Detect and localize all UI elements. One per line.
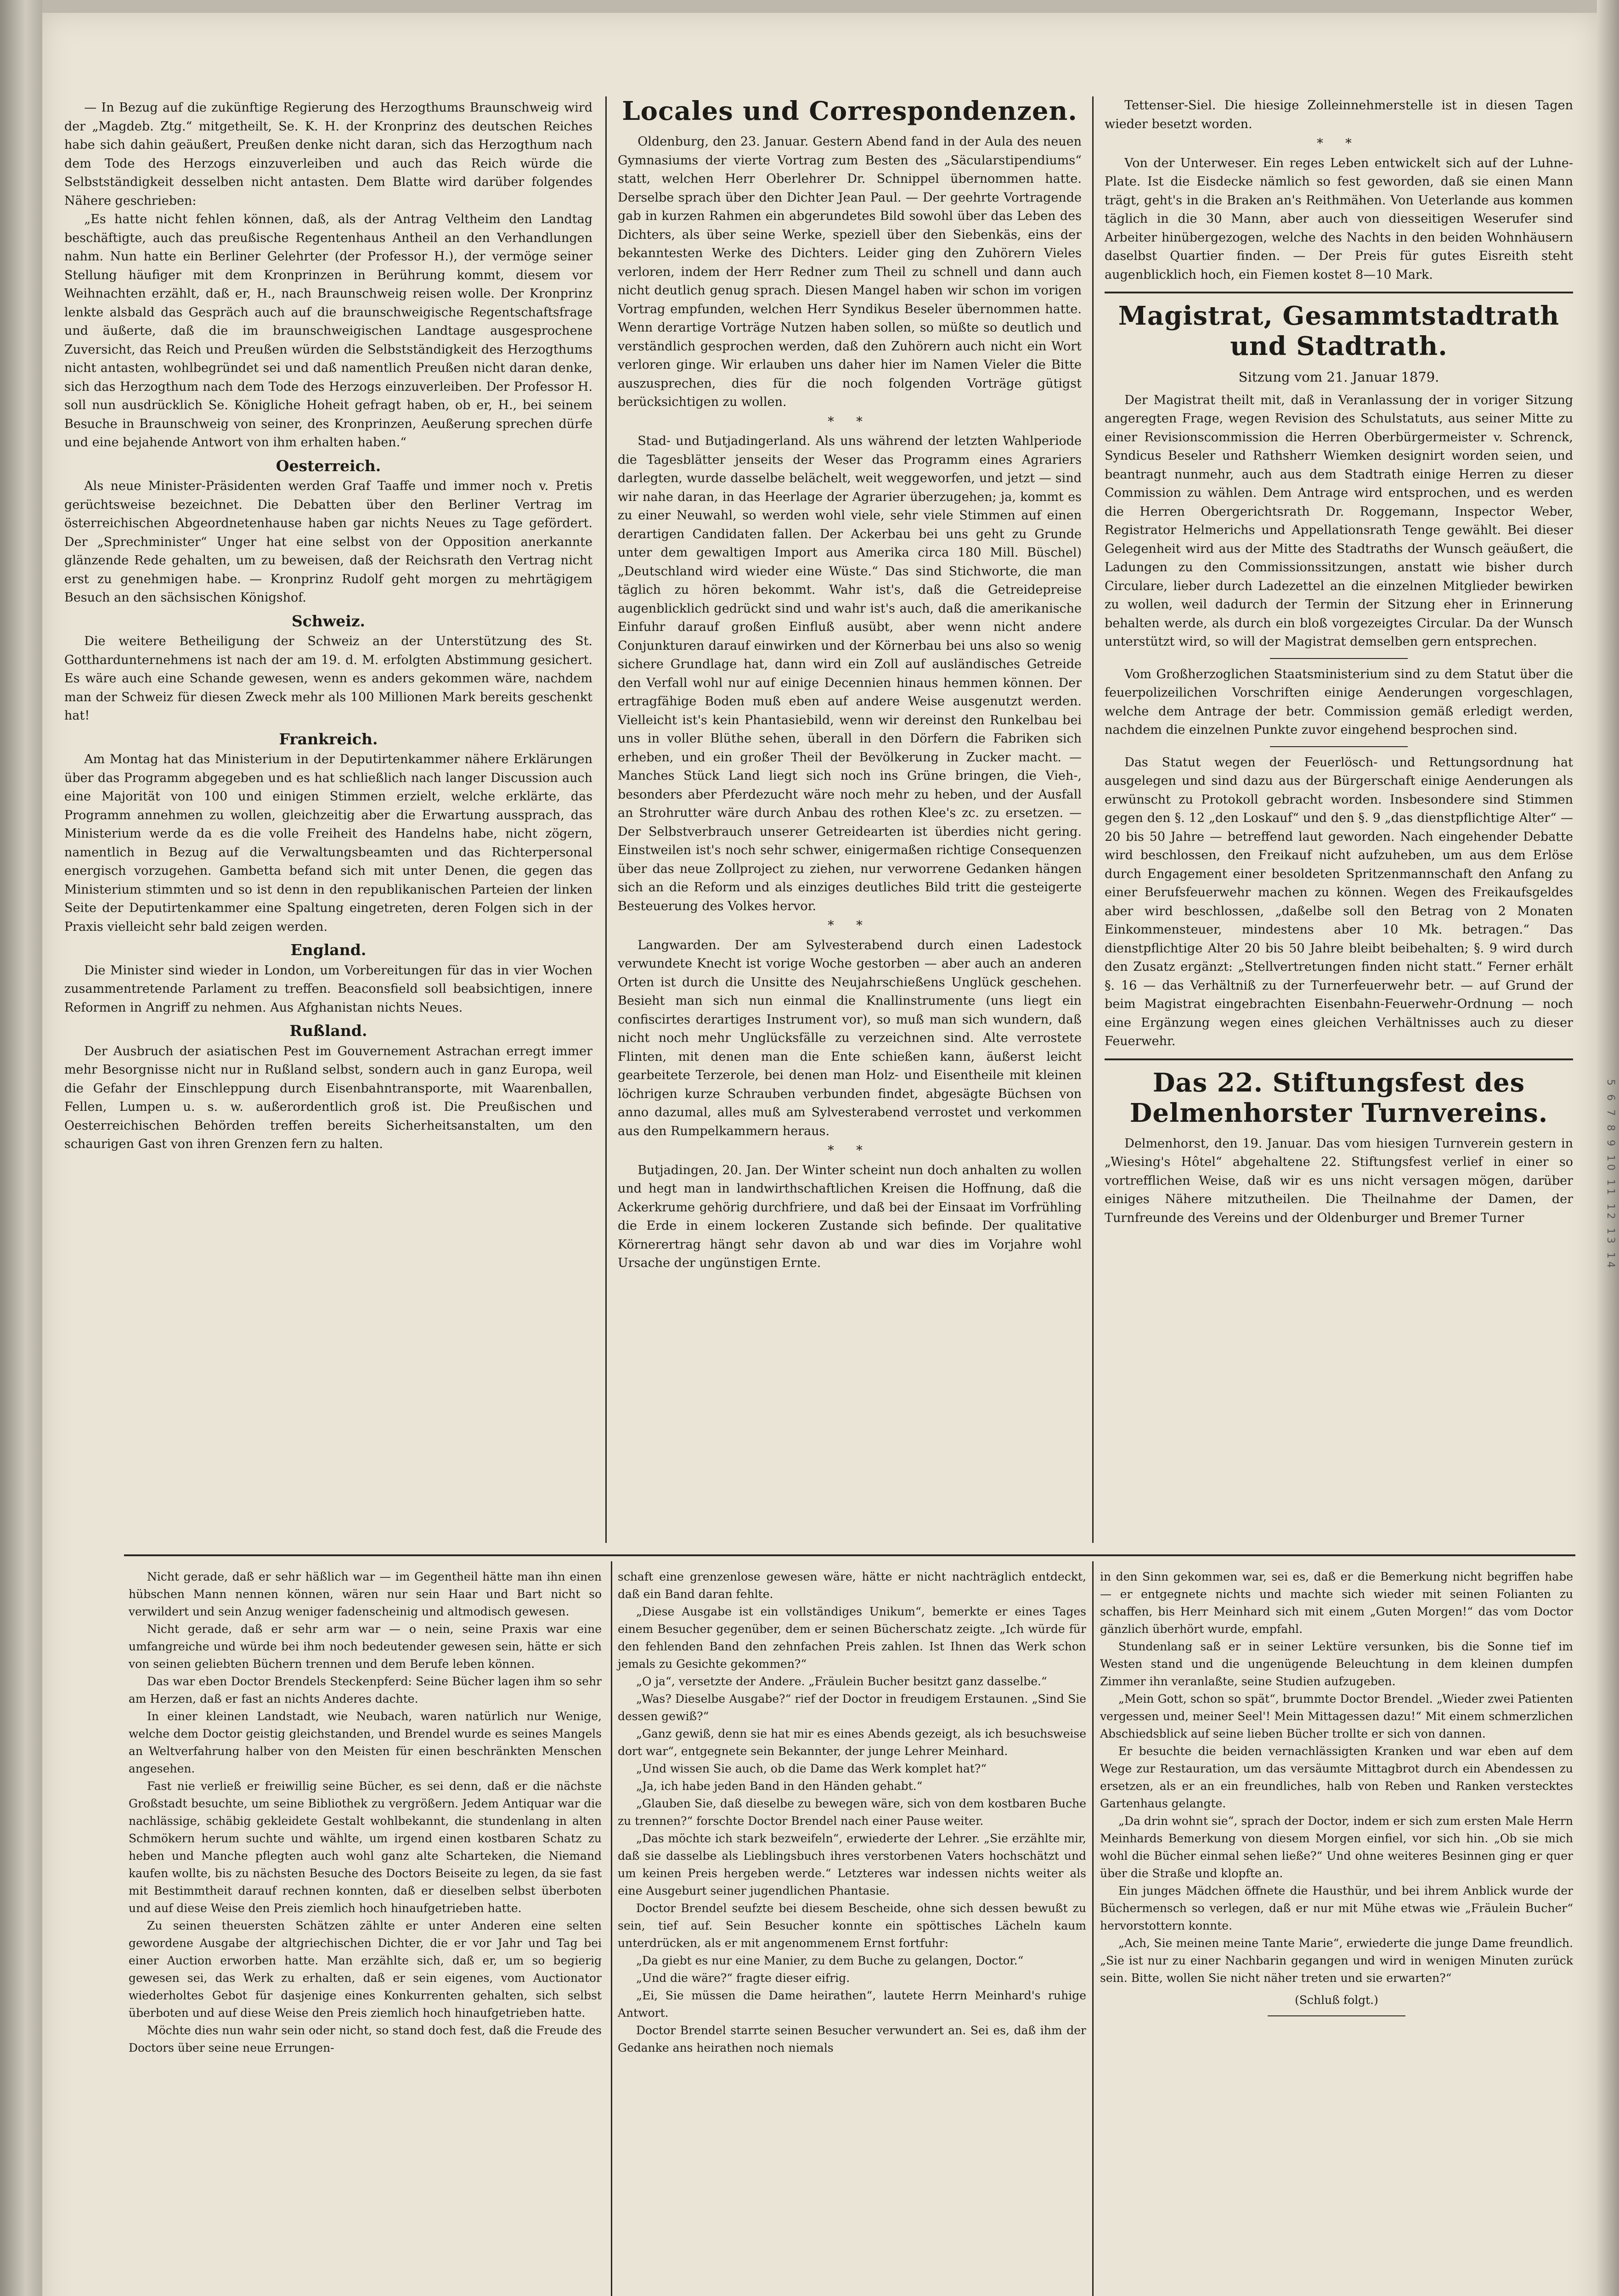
article-langwarden: Langwarden. Der am Sylvesterabend durch einen Ladestock verwundete Knecht ist vorige Woche gestorben — aber auch an anderen Orten ist durch die Unsitte des Neujahrschießens Unglück geschehen. Besieht man sich nun einmal die Knallinstrumente (uns liegt ein confiscirtes derartiges Instrument vor), so muß man sich wundern, daß nicht noch mehr Unglücksfälle zu verzeichnen sind. Alte verrostete Flinten, mit denen man die Ente schießen kann, äußerst leicht gearbeitete Terzerole, bei denen man Holz- und Eisentheile mit kleinen löchrigen kurze Schrauben verbunden findet, abgesägte Büchsen von anno dazumal, alles muß am Sylvesterabend verrostet und verkommen aus den Rumpelkammern heraus. [618,938,1082,1138]
column-divider-2 [1092,96,1094,1543]
feuilleton-paragraph: „Mein Gott, schon so spät“, brummte Doctor Brendel. „Wieder zwei Patienten vergessen und, meiner Seel'! Mein Mittagessen dazu!“ Mit einem schmerzlichen Abschiedsblick auf seine lieben Bücher trollte er sich von dannen. [1100,1692,1573,1740]
heading-russland: Rußland. [289,1022,367,1040]
feuilleton-paragraph: Er besuchte die beiden vernachlässigten Kranken und war eben auf dem Wege zur Restauration, um das versäumte Mittagbrot durch ein Abendessen zu ersetzen, als er an ein freundliches, halb von Reben und Ranken verstecktes Gartenhaus gelangte. [1100,1745,1573,1810]
feuilleton-paragraph: Möchte dies nun wahr sein oder nicht, so stand doch fest, daß die Freude des Doctors über seine neue Errungen- [129,2024,602,2054]
feuilleton-paragraph: „O ja“, versetzte der Andere. „Fräulein Bucher besitzt ganz dasselbe.“ [636,1675,1047,1688]
article-delmenhorst: Delmenhorst, den 19. Januar. Das vom hiesigen Turnverein gestern in „Wiesing's Hôtel“ abgehaltene 22. Stiftungsfest verlief in einer so vortrefflichen Weise, daß wir es uns nicht versagen mögen, darüber einiges Nähere mitzutheilen. Die Theilnahme der Damen, der Turnfreunde des Vereins und der Oldenburger und Bremer Turner [1105,1136,1573,1225]
feuilleton-paragraph: Doctor Brendel starrte seinen Besucher verwundert an. Sei es, daß ihm der Gedanke ans heirathen noch niemals [618,2024,1086,2054]
section-title-turnverein: Das 22. Stiftungsfest des Delmenhorster Turnvereins. [1129,1067,1548,1128]
margin-scale: 5 6 7 8 9 10 11 12 13 14 [1605,1079,1616,1271]
feuilleton-paragraph: „Und wissen Sie auch, ob die Dame das Werk komplet hat?“ [636,1762,987,1775]
article-stad-butjadingerland: Stad- und Butjadingerland. Als uns während der letzten Wahlperiode die Tagesblätter jenseits der Weser das Programm eines Agrariers darlegten, wurde dasselbe belächelt, weit weggeworfen, und jetzt — sind wir nahe daran, in das Heerlage der Agrarier überzugehen; ja, kommt es zu einer Neuwahl, so werden wohl viele, sehr viele Stimmen auf einen derartigen Candidaten fallen. Der Ackerbau bei uns geht zu Grunde unter dem gewaltigen Import aus Amerika circa 180 Mill. Büschel) „Deutschland wird wieder eine Wüste.“ Das sind Stichworte, die man täglich zu hören bekommt. Wahr ist's, daß die Getreidepreise augenblicklich gedrückt sind und wahr ist's auch, daß die amerikanische Einfuhr darauf großen Einfluß ausübt, aber wenn nicht andere Conjunkturen darauf einwirken und der Körnerbau bei uns also so wenig sichere Grundlage hat, dann wird ein Zoll auf ausländisches Getreide den Verfall wohl nur auf einige Decennien hinaus hemmen können. Der ertragfähige Boden muß eben auf andere Weise ausgenutzt werden. Vielleicht ist's kein Phantasiebild, wenn wir dereinst den Runkelbau bei uns in voller Blüthe sehen, überall in den Dörfern die Fabriken sich erheben, und ein großer Theil der Bevölkerung in Zucker macht. — Manches Stück Land liegt sich noch ins Grüne bringen, die Vieh-, besonders aber Pferdezucht wäre noch mehr zu heben, und der Ausfall an Strohrutter wäre durch Anbau des rothen Klee's zc. zu ersetzen. — Der Selbstverbrauch unserer Getreidearten ist überdies nicht gering. Einstweilen ist's noch sehr schwer, einigermaßen richtige Consequenzen über das neue Zollproject zu ziehen, nur verworrene Gedanken hängen sich an die Reform und als einziges deutliches Bild tritt die gesteigerte Besteuerung des Volkes hervor. [618,434,1082,913]
session-date: Sitzung vom 21. Januar 1879. [1238,369,1439,385]
star-separator: * * [828,414,872,429]
section-title-magistrat: Magistrat, Gesammtstadtrath und Stadtrath. [1118,301,1560,361]
feuilleton-paragraph: „Ei, Sie müssen die Dame heirathen“, lautete Herrn Meinhard's ruhige Antwort. [618,1989,1086,2020]
end-rule [1268,2015,1405,2016]
feuilleton-paragraph: in den Sinn gekommen war, sei es, daß er die Bemerkung nicht begriffen habe — er entgegnete nichts und machte sich wieder mit seinen Folianten zu schaffen, bis Herr Meinhard sich mit einem „Guten Morgen!“ das vom Doctor gänzlich überhört wurde, empfahl. [1100,1570,1573,1636]
article-oesterreich: Als neue Minister-Präsidenten werden Graf Taaffe und immer noch v. Pretis gerüchtsweise bezeichnet. Die Debatten über den Berliner Vertrag im österreichischen Abgeordnetenhause haben gar nichts Neues zu Tage gefördert. Der „Sprechminister“ Unger hat eine selbst von der Opposition anerkannte glänzende Rede gehalten, um zu beweisen, daß der Reichsrath den Vertrag nicht erst zu genehmigen habe. — Kronprinz Rudolf geht morgen zu mehrtägigem Besuch an den sächsischen Königshof. [64,479,592,605]
feuilleton-column-2 [618,1568,1086,2057]
feuilleton-paragraph: In einer kleinen Landstadt, wie Neubach, waren natürlich nur Wenige, welche dem Doctor geistig gleichstanden, und Brendel wurde es seines Mangels an Weltverfahrung halber von den Meisten für einen beschränkten Menschen angesehen. [129,1710,602,1775]
column-politics [64,99,592,1154]
feuilleton-paragraph: „Ach, Sie meinen meine Tante Marie“, erwiederte die junge Dame freundlich. „Sie ist nur zu einer Nachbarin gegangen und wird in wenigen Minuten zurück sein. Bitte, wollen Sie nicht näher treten und sie erwarten?“ [1100,1936,1573,1985]
short-rule [1270,746,1408,747]
column-divider-1 [605,96,607,1543]
heading-england: England. [290,941,367,959]
section-rule [1105,292,1573,293]
feuilleton-divider-1 [611,1561,612,2296]
article-frankreich: Am Montag hat das Ministerium in der Deputirtenkammer nähere Erklärungen über das Programm abgegeben und es hat schließlich nach langer Discussion auch eine Majorität von 100 und einigen Stimmen erzielt, welche erklärte, das Programm annehmen zu wollen, gleichzeitig aber die Erwartung aussprach, das Ministerium werde da es die volle Freiheit des Handelns habe, nicht zögern, namentlich in Bezug auf die Verwaltungsbeamten und das Richterpersonal energisch vorzugehen. Gambetta befand sich mit unter Denen, die gegen das Ministerium stimmten und so ist denn in den republikanischen Parteien der linken Seite der Deputirtenkammer eine Spaltung eingetreten, deren Folgen sich in der Praxis vielleicht sehr bald zeigen werden. [64,752,592,934]
star-separator: * * [828,918,872,933]
article-oldenburg: Oldenburg, den 23. Januar. Gestern Abend fand in der Aula des neuen Gymnasiums der vierte Vortrag zum Besten des „Säcularstipendiums“ statt, welchen Herr Oberlehrer Dr. Schnippel übernommen hatte. Derselbe sprach über den Dichter Jean Paul. — Der geehrte Vortragende gab in kurzen Rahmen ein abgerundetes Bild sowohl über das Leben des Dichters, als über seine Werke, speziell über den Siebenkäs, eins der bekanntesten Werke des Dichters. Leider ging den Zuhörern Vieles verloren, indem der Herr Redner zum Theil zu schnell und dann auch nicht deutlich genug sprach. Diesen Mangel haben wir schon im vorigen Vortrag empfunden, welchen Herr Syndikus Beseler übernommen hatte. Wenn derartige Vorträge Nutzen haben sollen, so müßte so deutlich und verständlich gesprochen werden, daß den Zuhörern auch nicht ein Wort verloren ginge. Wir erlauben uns daher hier im Namen Vieler die Bitte auszusprechen, dies für die noch folgenden Vorträge gütigst berücksichtigen zu wollen. [618,135,1082,409]
feuilleton-paragraph: „Ja, ich habe jeden Band in den Händen gehabt.“ [636,1779,923,1793]
feuilleton-paragraph: „Und die wäre?“ fragte dieser eifrig. [636,1971,850,1985]
book-binding [0,0,42,2296]
article-braunschweig-intro: — In Bezug auf die zukünftige Regierung des Herzogthums Braunschweig wird der „Magdeb. Ztg.“ mitgetheilt, Se. K. H. der Kronprinz des deutschen Reiches habe sich dahin geäußert, Preußen denke nicht daran, sich das Herzogthum nach dem Tode des Herzogs einzuverleiben und auch das Reich würde die Selbstständigkeit desselben nicht antasten. Dem Blatte wird darüber folgendes Nähere geschrieben: [64,101,592,208]
feuilleton-divider [124,1554,1575,1556]
feuilleton-paragraph: „Was? Dieselbe Ausgabe?“ rief der Doctor in freudigem Erstaunen. „Sind Sie dessen gewiß?“ [618,1692,1086,1723]
feuilleton-paragraph: „Da giebt es nur eine Manier, zu dem Buche zu gelangen, Doctor.“ [636,1954,1024,1967]
feuilleton-column-3 [1100,1568,1573,2023]
feuilleton-paragraph: „Diese Ausgabe ist ein vollständiges Unikum“, bemerkte er eines Tages einem Besucher gegenüber, dem er seinen Bücherschatz zeigte. „Ich würde für den fehlenden Band den zehnfachen Preis zahlen. Ist Ihnen das Werk schon jemals zu Gesichte gekommen?“ [618,1605,1086,1671]
heading-frankreich: Frankreich. [279,730,378,748]
feuilleton-paragraph: Zu seinen theuersten Schätzen zählte er unter Anderen eine selten gewordene Ausgabe der altgriechischen Dichter, die er vor Jahr und Tag bei einer Auction erworben hatte. Man erzählte sich, daß er, um so begierig gewesen sei, das Werk zu erhalten, daß er sein eigenes, vom Auctionator wiederholtes Gebot für dasjenige eines Konkurrenten gehalten, sich selbst überboten und auf diese Weise den Preis ziemlich hoch hinaufgetrieben hatte. [129,1919,602,2020]
feuilleton-divider-2 [1092,1561,1094,2296]
short-rule [1270,658,1408,659]
feuilleton-paragraph: Das war eben Doctor Brendels Steckenpferd: Seine Bücher lagen ihm so sehr am Herzen, daß er fast an nichts Anderes dachte. [129,1675,602,1705]
star-separator: * * [1317,136,1361,151]
feuilleton-paragraph: Nicht gerade, daß er sehr häßlich war — im Gegentheil hätte man ihn einen hübschen Mann nennen können, wären nur sein Haar und Bart nicht so verwildert und sein Anzug weniger fadenscheinig und altmodisch gewesen. [129,1570,602,1618]
feuilleton-paragraph: „Das möchte ich stark bezweifeln“, erwiederte der Lehrer. „Sie erzählte mir, daß sie dasselbe als Lieblingsbuch ihres verstorbenen Vaters hochschätzt und um keinen Preis hergeben werde.“ Letzteres war indessen nichts weiter als eine Ausgeburt seiner jugendlichen Phantasie. [618,1832,1086,1897]
article-magistrat-3: Das Statut wegen der Feuerlösch- und Rettungsordnung hat ausgelegen und sind dazu aus der Bürgerschaft einige Aenderungen als erwünscht zu Protokoll gebracht worden. Insbesondere sind Stimmen gegen den §. 12 „den Loskauf“ und den §. 9 „das dienstpflichtige Alter“ — 20 bis 50 Jahre — betreffend laut geworden. Nach eingehender Debatte wird beschlossen, den Freikauf nicht aufzuheben, um aus dem Erlöse durch Engagement einer besoldeten Spritzenmannschaft den Anfang zu einer Berufsfeuerwehr machen zu können. Wegen des Freikaufsgeldes aber wird beschlossen, „daßelbe soll den Betrag von 2 Monaten Einkommensteuer, mindestens aber 10 Mk. betragen.“ Das dienstpflichtige Alter 20 bis 50 Jahre bleibt beibehalten; §. 9 wird durch den Zusatz ergänzt: „Stellvertretungen finden nicht statt.“ Ferner erhält §. 16 — das Verhältniß zu der Turnerfeuerwehr betr. — auf Grund der beim Magistrat eingebrachten Eisenbahn-Feuerwehr-Ordnung — noch eine Ergänzung wegen eines gleichen Verhältnisses auch zu dieser Feuerwehr. [1105,755,1573,1048]
article-braunschweig-quote: „Es hatte nicht fehlen können, daß, als der Antrag Veltheim den Landtag beschäftigte, auch das preußische Regentenhaus Antheil an den Verhandlungen nahm. Nun hatte ein Berliner Gelehrter (der Professor H.), der vermöge seiner Stellung häufiger mit dem Kronprinzen in Berührung kommt, diesem vor Weihnachten erzählt, daß er, H., nach Braunschweig reisen wolle. Der Kronprinz lenkte alsbald das Gespräch auch auf die braunschweigische Regentschaftsfrage und äußerte, daß die im braunschweigischen Landtage ausgesprochene Zuversicht, das Reich und Preußen würden die Selbstständigkeit des Herzogthums nicht antasten, wohlbegründet sei und daß namentlich Preußen nicht daran denke, sich das Herzogthum nach dem Tode des Herzogs einzuverleiben. Der Professor H. soll nun ausdrücklich Se. Königliche Hoheit gefragt haben, ob er, H., bei seinem Besuche in Braunschweig von seiner, des Kronprinzen, Aeußerung sprechen dürfe und eine bejahende Antwort von ihm erhalten haben.“ [64,212,592,450]
feuilleton-paragraph: Stundenlang saß er in seiner Lektüre versunken, bis die Sonne tief im Westen stand und die ungenügende Beleuchtung in dem kleinen dumpfen Zimmer ihn veranlaßte, seine Studien aufzugeben. [1100,1640,1573,1688]
section-title-locales: Locales und Correspondenzen. [622,96,1077,126]
feuilleton-column-1 [129,1568,602,2057]
feuilleton-paragraph: „Da drin wohnt sie“, sprach der Doctor, indem er sich zum ersten Male Herrn Meinhards Bemerkung von diesem Morgen einfiel, vor sich hin. „Ob sie mich wohl die Bücher einmal sehen ließe?“ Und ohne weiteres Besinnen ging er quer über die Straße und klopfte an. [1100,1814,1573,1880]
article-russland: Der Ausbruch der asiatischen Pest im Gouvernement Astrachan erregt immer mehr Besorgnisse nicht nur in Rußland selbst, sondern auch in ganz Europa, weil die Gefahr der Einschleppung durch Eisenbahntransporte, mit Waarenballen, Fellen, Lumpen u. s. w. außerordentlich groß ist. Die Preußischen und Oesterreichischen Behörden treffen bereits Sicherheitsanstalten, um den schaurigen Gast von ihren Grenzen fern zu halten. [64,1044,592,1151]
article-schweiz: Die weitere Betheiligung der Schweiz an der Unterstützung des St. Gotthardunternehmens ist nach der am 19. d. M. erfolgten Abstimmung gesichert. Es wäre auch eine Schande gewesen, wenn es anders gekommen wäre, nachdem man der Schweiz für diesen Zweck mehr als 100 Millionen Mark bereits geschenkt hat! [64,634,592,723]
feuilleton-paragraph: „Ganz gewiß, denn sie hat mir es eines Abends gezeigt, als ich besuchsweise dort war“, entgegnete sein Bekannter, der junge Lehrer Meinhard. [618,1727,1086,1758]
column-local-news [1105,96,1573,1227]
article-magistrat-2: Vom Großherzoglichen Staatsministerium sind zu dem Statut über die feuerpolizeilichen Vorschriften einige Aenderungen vorgeschlagen, welche dem Antrage der betr. Commission gemäß erledigt werden, nachdem die einzelnen Punkte zuvor eingehend besprochen sind. [1105,667,1573,737]
feuilleton-paragraph: „Glauben Sie, daß dieselbe zu bewegen wäre, sich von dem kostbaren Buche zu trennen?“ forschte Doctor Brendel nach einer Pause weiter. [618,1797,1086,1828]
continuation-note: (Schluß folgt.) [1295,1993,1378,2007]
feuilleton-paragraph: schaft eine grenzenlose gewesen wäre, hätte er nicht nachträglich entdeckt, daß ein Band daran fehlte. [618,1570,1086,1601]
article-unterweser: Von der Unterweser. Ein reges Leben entwickelt sich auf der Luhne-Plate. Ist die Eisdecke nämlich so fest geworden, daß sie einen Mann trägt, geht's in die Braken an's Reithmähen. Von Ueterlande aus kommen täglich in die 30 Mann, aber auch von diesseitigen Weserufer sind Arbeiter hinübergezogen, welche des Nachts in den beiden Wohnhäusern daselbst Quartier finden. — Der Preis für gutes Eisreith steht augenblicklich hoch, ein Fiemen kostet 8—10 Mark. [1105,156,1573,282]
feuilleton-paragraph: Ein junges Mädchen öffnete die Hausthür, und bei ihrem Anblick wurde der Büchermensch so verlegen, daß er nur mit Mühe etwas wie „Fräulein Bucher“ hervorstottern konnte. [1100,1884,1573,1932]
feuilleton-paragraph: Fast nie verließ er freiwillig seine Bücher, es sei denn, daß er die nächste Großstadt besuchte, um seine Bibliothek zu vergrößern. Jedem Antiquar war die nachlässige, schäbig gekleidete Gestalt wohlbekannt, die stundenlang in alten Schmökern herum suchte und wählte, um irgend einen kostbaren Schatz zu heben und Manche pflegten auch wohl ganz alte Scharteken, die Niemand kaufen wollte, bis zu nächsten Besuche des Doctors Beiseite zu legen, da sie fast mit Bestimmtheit darauf rechnen konnten, daß er dieselben selbst überboten und auf diese Weise den Preis ziemlich hoch hinaufgetrieben hatte. [129,1779,602,1915]
heading-schweiz: Schweiz. [291,612,366,630]
feuilleton-paragraph: Nicht gerade, daß er sehr arm war — o nein, seine Praxis war eine umfangreiche und würde bei ihm noch bedeutender gewesen sein, hätte er sich von seinen geliebten Büchern trennen und dem Berufe leben können. [129,1622,602,1671]
star-separator: * * [828,1143,872,1158]
article-england: Die Minister sind wieder in London, um Vorbereitungen für das in vier Wochen zusammentretende Parlament zu treffen. Beaconsfield soll beabsichtigen, innere Reformen in Angriff zu nehmen. Aus Afghanistan nichts Neues. [64,963,592,1015]
heading-oesterreich: Oesterreich. [276,456,381,475]
article-butjadingen: Butjadingen, 20. Jan. Der Winter scheint nun doch anhalten zu wollen und hegt man in landwirthschaftlichen Kreisen die Hoffnung, daß die Ackerkrume gehörig durchfriere, und daß bei der Einsaat im Vorfrühling die Erde in einem lockeren Zustande sich befinde. Der qualitative Körnerertrag hängt sehr davon ab und war dies im Vorjahre wohl Ursache der ungünstigen Ernte. [618,1163,1082,1270]
feuilleton-paragraph: Doctor Brendel seufzte bei diesem Bescheide, ohne sich dessen bewußt zu sein, tief auf. Sein Besucher konnte ein spöttisches Lächeln kaum unterdrücken, als er mit angenommenem Ernst fortfuhr: [618,1902,1086,1950]
section-rule [1105,1058,1573,1060]
article-tettenser-siel: Tettenser-Siel. Die hiesige Zolleinnehmerstelle ist in diesen Tagen wieder besetzt worden. [1105,98,1573,131]
article-magistrat-1: Der Magistrat theilt mit, daß in Veranlassung der in voriger Sitzung angeregten Frage, wegen Revision des Schulstatuts, aus seiner Mitte zu einer Revisionscommission die Herren Oberbürgermeister v. Schrenck, Syndicus Beseler und Rathsherr Wiemken designirt worden seien, und beantragt nunmehr, auch aus dem Stadtrath einige Herren zu dieser Commission zu wählen. Dem Antrage wird entsprochen, und es werden die Herren Obergerichtsrath Dr. Roggemann, Inspector Weber, Registrator Helmerichs und Appellationsrath Tenge gewählt. Bei dieser Gelegenheit wird aus der Mitte des Stadtraths der Wunsch geäußert, die Ladungen zu den Commissionssitzungen, anstatt wie bisher durch Circulare, lieber durch Ladezettel an die einzelnen Mitglieder bewirken zu wollen, weil dadurch der Termin der Sitzung eher in Erinnerung behalten werde, als durch ein bloß vorgezeigtes Circular. Da der Wunsch unterstützt wird, so will der Magistrat demselben gern entsprechen. [1105,393,1573,649]
column-locales [618,94,1082,1273]
